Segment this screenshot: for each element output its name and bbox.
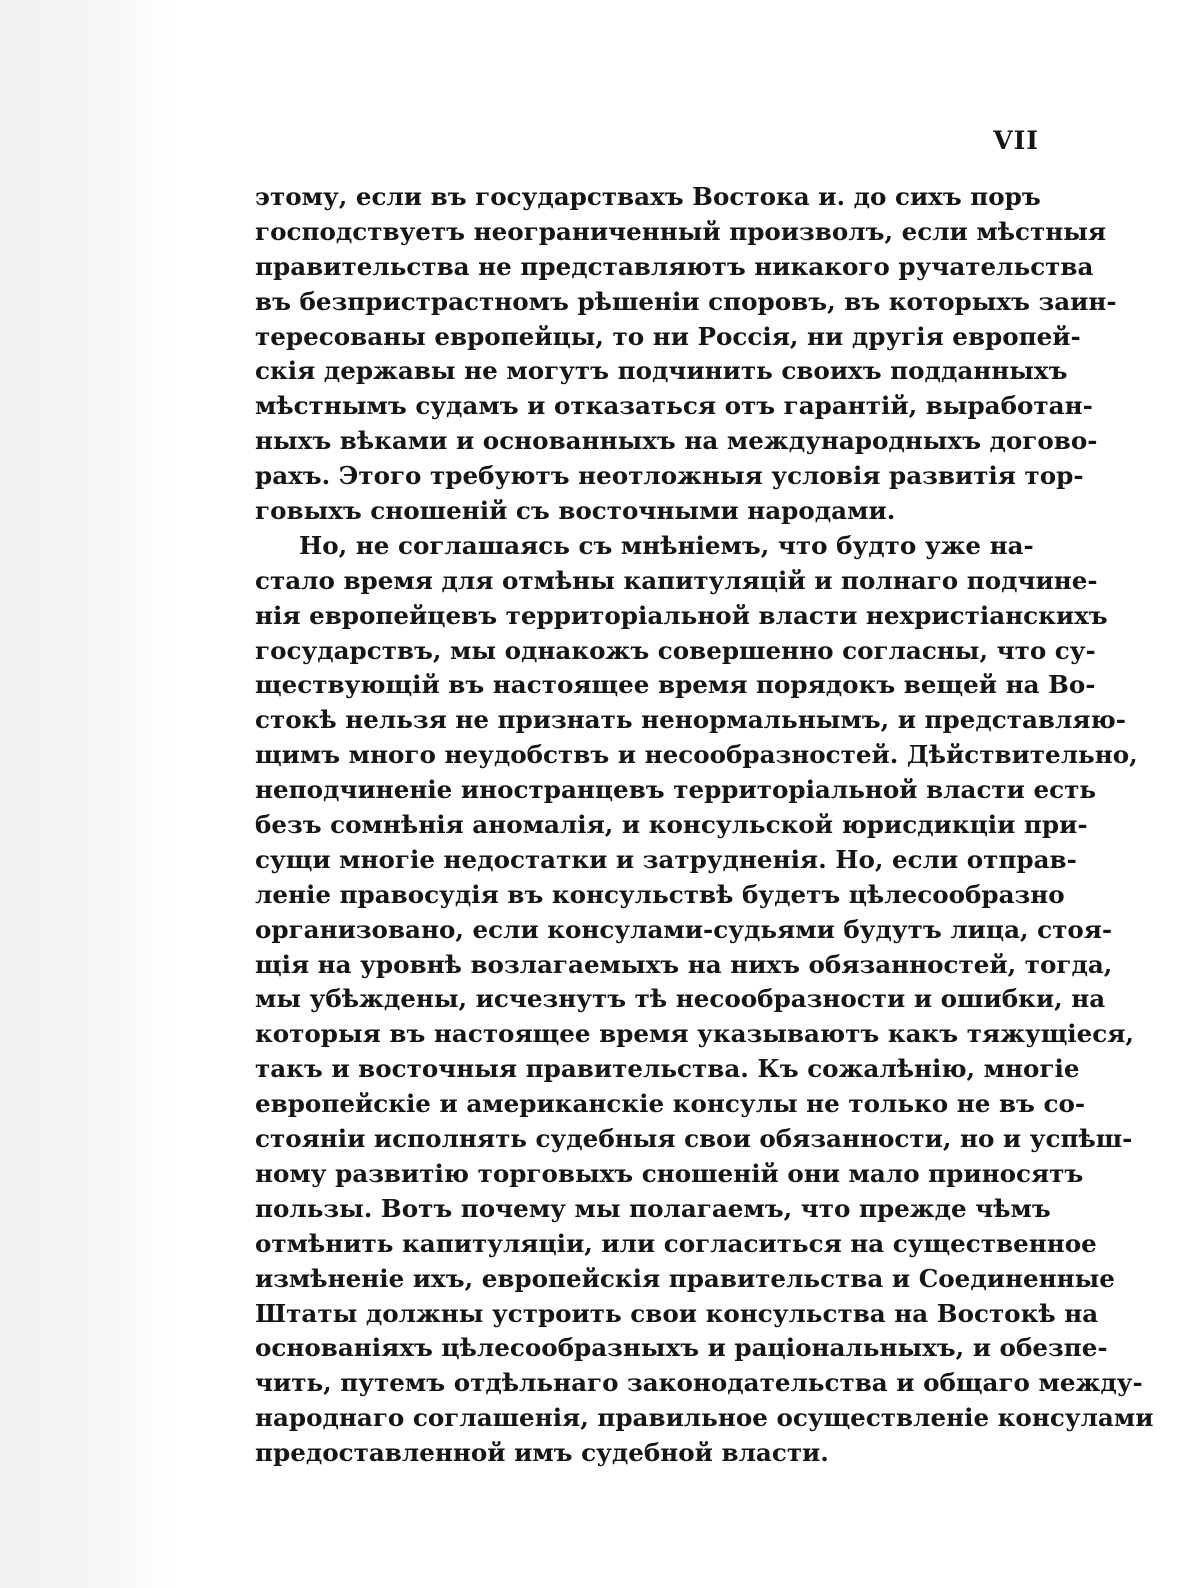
text-line: безъ сомнѣнія аномалія, и консульской юрисдикціи при-	[255, 810, 1088, 840]
text-line: стокѣ нельзя не признать ненормальнымъ, и представляю-	[255, 705, 1126, 735]
text-line: говыхъ сношеній съ восточными народами.	[255, 496, 896, 526]
text-line: измѣненіе ихъ, европейскія правительства и Соединенные	[255, 1263, 1115, 1293]
text-line: тересованы европейцы, то ни Россія, ни другія европей-	[255, 321, 1081, 351]
text-line: леніе правосудія въ консульствѣ будетъ цѣлесообразно	[255, 879, 1065, 909]
text-line: государствъ, мы однакожъ совершенно согласны, что су-	[255, 635, 1096, 665]
text-line: стояніи исполнять судебныя свои обязанности, но и успѣш-	[255, 1124, 1133, 1154]
text-line: организовано, если консулами-судьями будутъ лица, стоя-	[255, 914, 1113, 944]
text-line: мы убѣждены, исчезнутъ тѣ несообразности и ошибки, на	[255, 984, 1106, 1014]
text-line: щія на уровнѣ возлагаемыхъ на нихъ обязанностей, тогда,	[255, 949, 1113, 979]
page-number: VII	[993, 126, 1039, 155]
text-line: чить, путемъ отдѣльнаго законодательства и общаго между-	[255, 1368, 1143, 1398]
text-line: народнаго соглашенія, правильное осуществленіе консулами	[255, 1403, 1154, 1433]
text-line: скія державы не могутъ подчинить своихъ подданныхъ	[255, 356, 1068, 386]
text-line: неподчиненіе иностранцевъ территоріальной власти есть	[255, 775, 1097, 805]
paragraph-1	[255, 180, 1117, 529]
text-line: ныхъ вѣками и основанныхъ на международныхъ догово-	[255, 426, 1098, 456]
text-line: нія европейцевъ территоріальной власти нехристіанскихъ	[255, 600, 1108, 630]
scan-margin-shadow	[0, 0, 175, 1588]
text-line: Но, не соглашаясь съ мнѣніемъ, что будто уже на-	[299, 530, 1034, 560]
text-line: европейскіе и американскіе консулы не только не въ со-	[255, 1089, 1086, 1119]
text-line: основаніяхъ цѣлесообразныхъ и раціональныхъ, и обезпе-	[255, 1333, 1108, 1363]
paragraph-2	[255, 529, 1154, 1471]
text-line: рахъ. Этого требуютъ неотложныя условія развитія тор-	[255, 461, 1084, 491]
text-line: этому, если въ государствахъ Востока и. до сихъ поръ	[255, 182, 1041, 211]
text-line: Штаты должны устроить свои консульства на Востокѣ на	[255, 1298, 1099, 1328]
text-line: отмѣнить капитуляціи, или согласиться на существенное	[255, 1228, 1097, 1258]
text-line: сущи многіе недостатки и затрудненія. Но, если отправ-	[255, 844, 1077, 874]
text-line: въ безпристрастномъ рѣшеніи споровъ, въ которыхъ заин-	[255, 286, 1117, 316]
text-line: правительства не представляютъ никакого ручательства	[255, 251, 1094, 281]
text-line: господствуетъ неограниченный произволъ, если мѣстныя	[255, 216, 1107, 246]
body-text	[255, 180, 1154, 1471]
text-line: предоставленной имъ судебной власти.	[255, 1438, 829, 1468]
text-line: мѣстнымъ судамъ и отказаться отъ гарантій, выработан-	[255, 391, 1093, 421]
text-line: щимъ много неудобствъ и несообразностей. Дѣйствительно,	[255, 740, 1138, 770]
text-line: такъ и восточныя правительства. Къ сожалѣнію, многіе	[255, 1054, 1080, 1084]
text-line: пользы. Вотъ почему мы полагаемъ, что прежде чѣмъ	[255, 1193, 1051, 1223]
text-line: ному развитію торговыхъ сношеній они мало приносятъ	[255, 1158, 1084, 1188]
text-line: которыя въ настоящее время указываютъ какъ тяжущіеся,	[255, 1019, 1134, 1049]
text-line: ществующій въ настоящее время порядокъ вещей на Во-	[255, 670, 1096, 700]
text-line: стало время для отмѣны капитуляцій и полнаго подчине-	[255, 565, 1098, 595]
